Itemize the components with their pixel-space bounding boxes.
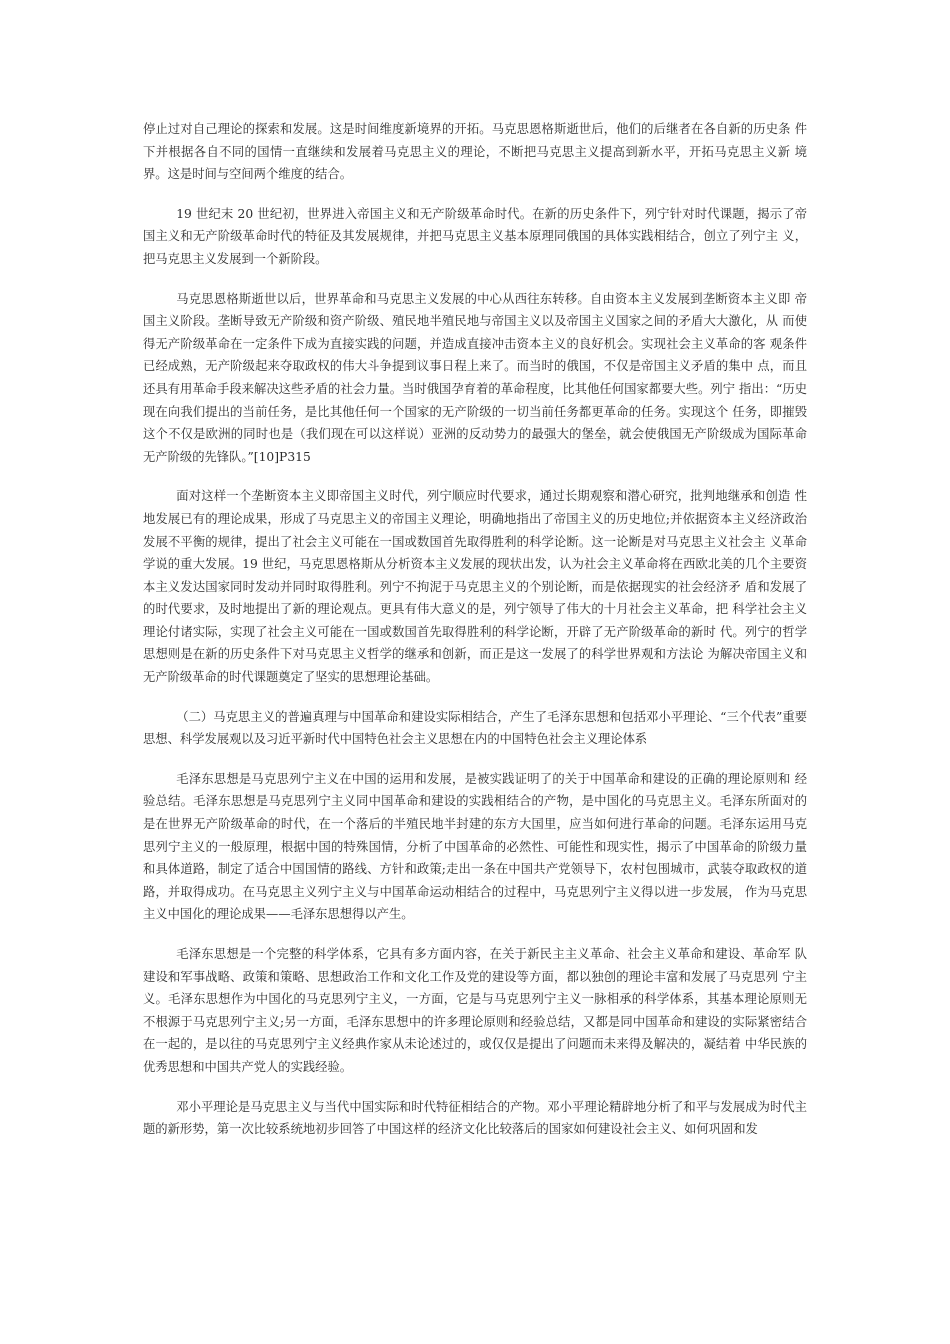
paragraph-3: 马克思恩格斯逝世以后，世界革命和马克思主义发展的中心从西往东转移。自由资本主义发展到垄断资本主义即 帝国主义阶段。垄断导致无产阶级和资产阶级、殖民地半殖民地与帝国主义以及帝国主义国家之间的矛盾大大激化，从 而使得无产阶级革命在一定条件下成为直接实践的问题，并造成直接冲击资本主义的良好机会。实现社会主义革命的客 观条件已经成熟，无产阶级起来夺取政权的伟大斗争提到议事日程上来了。而当时的俄国，不仅是帝国主义矛盾的集中 点，而且还具有用革命手段来解决这些矛盾的社会力量。当时俄国孕育着的革命程度，比其他任何国家都要大些。列宁 指出：“历史现在向我们提出的当前任务，是比其他任何一个国家的无产阶级的一切当前任务都更革命的任务。实现这个 任务，即摧毁这个不仅是欧洲的同时也是（我们现在可以这样说）亚洲的反动势力的最强大的堡垒，就会使俄国无产阶级成为国际革命无产阶级的先锋队。”[10]P315 <box>143 291 807 464</box>
document-body <box>143 118 807 1158</box>
paragraph-5: 毛泽东思想是马克思列宁主义在中国的运用和发展，是被实践证明了的关于中国革命和建设的正确的理论原则和 经验总结。毛泽东思想是马克思列宁主义同中国革命和建设的实践相结合的产物，是中国化的马克思主义。毛泽东所面对的是在世界无产阶级革命的时代，在一个落后的半殖民地半封建的东方大国里，应当如何进行革命的问题。毛泽东运用马克思列宁主义的一般原理，根据中国的特殊国情，分析了中国革命的必然性、可能性和现实性，揭示了中国革命的阶级力量和具体道路，制定了适合中国国情的路线、方针和政策;走出一条在中国共产党领导下，农村包围城市，武装夺取政权的道路，并取得成功。在马克思主义列宁主义与中国革命运动相结合的过程中，马克思列宁主义得以进一步发展， 作为马克思主义中国化的理论成果——毛泽东思想得以产生。 <box>143 771 807 922</box>
paragraph-2: 19 世纪末 20 世纪初，世界进入帝国主义和无产阶级革命时代。在新的历史条件下，列宁针对时代课题，揭示了帝国主义和无产阶级革命时代的特征及其发展规律，并把马克思主义基本原理同俄国的具体实践相结合，创立了列宁主 义，把马克思主义发展到一个新阶段。 <box>143 206 807 266</box>
paragraph-4: 面对这样一个垄断资本主义即帝国主义时代，列宁顺应时代要求，通过长期观察和潜心研究，批判地继承和创造 性地发展已有的理论成果，形成了马克思主义的帝国主义理论，明确地指出了帝国主义的历史地位;并依据资本主义经济政治发展不平衡的规律，提出了社会主义可能在一国或数国首先取得胜利的科学论断。这一论断是对马克思主义社会主 义革命学说的重大发展。19 世纪，马克思恩格斯从分析资本主义发展的现状出发，认为社会主义革命将在西欧北美的几个主要资本主义发达国家同时发动并同时取得胜利。列宁不拘泥于马克思主义的个别论断，而是依据现实的社会经济矛 盾和发展了的时代要求，及时地提出了新的理论观点。更具有伟大意义的是，列宁领导了伟大的十月社会主义革命，把 科学社会主义理论付诸实际，实现了社会主义可能在一国或数国首先取得胜利的科学论断，开辟了无产阶级革命的新时 代。列宁的哲学思想则是在新的历史条件下对马克思主义哲学的继承和创新，而正是这一发展了的科学世界观和方法论 为解决帝国主义和无产阶级革命的时代课题奠定了坚实的思想理论基础。 <box>143 489 807 685</box>
paragraph-6: 毛泽东思想是一个完整的科学体系，它具有多方面内容，在关于新民主主义革命、社会主义革命和建设、革命军 队建设和军事战略、政策和策略、思想政治工作和文化工作及党的建设等方面，都以独创的理论丰富和发展了马克思列 宁主义。毛泽东思想作为中国化的马克思列宁主义，一方面，它是与马克思列宁主义一脉相承的科学体系，其基本理论原则无不根源于马克思列宁主义;另一方面，毛泽东思想中的许多理论原则和经验总结，又都是同中国革命和建设的实际紧密结合在一起的，是以往的马克思列宁主义经典作家从未论述过的，或仅仅是提出了问题而未来得及解决的，凝结着 中华民族的优秀思想和中国共产党人的实践经验。 <box>143 947 807 1074</box>
section-heading: （二）马克思主义的普遍真理与中国革命和建设实际相结合，产生了毛泽东思想和包括邓小平理论、“三个代表”重要思想、科学发展观以及习近平新时代中国特色社会主义思想在内的中国特色社会主义理论体系 <box>143 709 807 747</box>
paragraph-7: 邓小平理论是马克思主义与当代中国实际和时代特征相结合的产物。邓小平理论精辟地分析了和平与发展成为时代主题的新形势，第一次比较系统地初步回答了中国这样的经济文化比较落后的国家如何建设社会主义、如何巩固和发 <box>143 1099 807 1137</box>
paragraph-1: 停止过对自己理论的探索和发展。这是时间维度新境界的开拓。马克思恩格斯逝世后，他们的后继者在各自新的历史条 件下并根据各自不同的国情一直继续和发展着马克思主义的理论，不断把马克思主义提高到新水平，开拓马克思主义新 境界。这是时间与空间两个维度的结合。 <box>143 122 807 182</box>
